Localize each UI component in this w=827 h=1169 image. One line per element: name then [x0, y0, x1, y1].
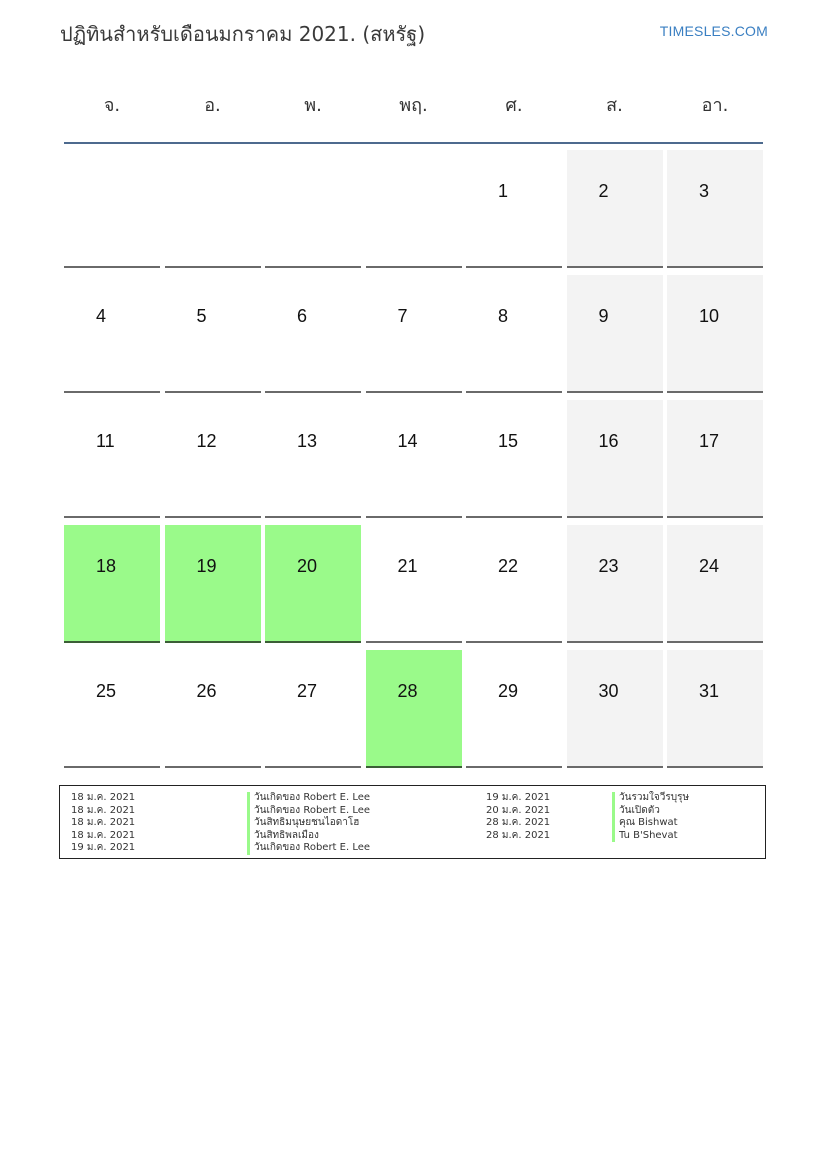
day-number: 21 — [397, 556, 418, 576]
day-cell[interactable] — [366, 650, 462, 768]
legend-event-date: 18 ม.ค. 2021 — [71, 829, 136, 841]
day-number: 9 — [598, 306, 609, 326]
legend-event-date: 19 ม.ค. 2021 — [71, 842, 136, 853]
day-number: 3 — [699, 181, 710, 201]
day-cell[interactable] — [265, 650, 361, 768]
legend-event-date: 18 ม.ค. 2021 — [71, 804, 136, 816]
day-cell[interactable] — [466, 525, 562, 643]
day-number: 2 — [598, 181, 609, 201]
day-number: 14 — [397, 431, 418, 451]
empty-day-cell — [165, 150, 261, 268]
day-number: 24 — [699, 556, 720, 576]
day-cell[interactable] — [667, 150, 763, 268]
day-number: 12 — [196, 431, 217, 451]
legend-event-name: วันรวมใจวีรบุรุษ — [612, 792, 762, 805]
legend-names-right — [612, 792, 762, 842]
day-cell[interactable] — [667, 275, 763, 393]
weekday-label: พ. — [304, 95, 322, 116]
weekday-label: ส. — [606, 95, 623, 116]
day-cell[interactable] — [64, 525, 160, 643]
day-cell[interactable] — [265, 400, 361, 518]
day-number: 30 — [598, 681, 619, 701]
day-cell[interactable] — [567, 400, 663, 518]
header-divider — [64, 142, 763, 144]
weekday-header-row — [64, 90, 763, 120]
day-number: 23 — [598, 556, 619, 576]
holiday-legend — [59, 785, 766, 859]
legend-dates-left — [71, 792, 191, 855]
day-number: 13 — [297, 431, 318, 451]
day-cell[interactable] — [567, 650, 663, 768]
day-number: 27 — [297, 681, 318, 701]
legend-event-date: 19 ม.ค. 2021 — [486, 792, 551, 803]
weekday-label: จ. — [103, 95, 121, 116]
day-cell[interactable] — [64, 650, 160, 768]
day-number: 31 — [699, 681, 720, 701]
legend-event-name: วันเปิดตัว — [612, 805, 762, 818]
day-number: 1 — [498, 181, 509, 201]
day-number: 17 — [699, 431, 720, 451]
legend-event-date: 18 ม.ค. 2021 — [71, 792, 136, 803]
day-cell[interactable] — [265, 525, 361, 643]
legend-event-name: คุณ Bishwat — [612, 817, 762, 830]
day-number: 28 — [397, 681, 418, 701]
day-cell[interactable] — [165, 400, 261, 518]
legend-event-name: วันสิทธิพลเมือง — [247, 830, 447, 843]
day-number: 6 — [297, 306, 308, 326]
weekday-label: อ. — [204, 95, 221, 116]
day-cell[interactable] — [165, 650, 261, 768]
day-number: 10 — [699, 306, 720, 326]
legend-dates-right — [486, 792, 606, 842]
day-cell[interactable] — [366, 275, 462, 393]
day-cell[interactable] — [667, 400, 763, 518]
legend-event-date: 18 ม.ค. 2021 — [71, 817, 136, 828]
empty-day-cell — [64, 150, 160, 268]
day-number: 25 — [96, 681, 117, 701]
day-cell[interactable] — [466, 650, 562, 768]
day-number: 18 — [96, 556, 117, 576]
day-cell[interactable] — [64, 275, 160, 393]
day-number: 29 — [498, 681, 519, 701]
day-cell[interactable] — [667, 525, 763, 643]
page-title: ปฏิทินสำหรับเดือนมกราคม 2021. (สหรัฐ) — [60, 22, 426, 46]
day-cell[interactable] — [366, 400, 462, 518]
day-cell[interactable] — [667, 650, 763, 768]
day-cell[interactable] — [567, 275, 663, 393]
legend-event-name: วันเกิดของ Robert E. Lee — [247, 842, 447, 855]
day-number: 16 — [598, 431, 619, 451]
empty-day-cell — [265, 150, 361, 268]
day-number: 8 — [498, 306, 509, 326]
day-cell[interactable] — [466, 275, 562, 393]
day-number: 5 — [196, 306, 207, 326]
day-number: 4 — [96, 306, 107, 326]
calendar-grid — [64, 150, 763, 770]
day-cell[interactable] — [567, 525, 663, 643]
site-brand-link[interactable]: TIMESLES.COM — [659, 23, 768, 39]
legend-event-name: Tu B'Shevat — [612, 830, 762, 843]
day-cell[interactable] — [165, 525, 261, 643]
legend-event-name: วันเกิดของ Robert E. Lee — [247, 805, 447, 818]
day-number: 22 — [498, 556, 519, 576]
day-number: 15 — [498, 431, 519, 451]
legend-event-date: 28 ม.ค. 2021 — [486, 829, 551, 841]
day-cell[interactable] — [366, 525, 462, 643]
day-number: 11 — [96, 431, 115, 451]
weekday-label: พฤ. — [399, 95, 428, 116]
legend-event-date: 20 ม.ค. 2021 — [486, 804, 551, 816]
legend-event-date: 28 ม.ค. 2021 — [486, 817, 551, 828]
weekday-label: อา. — [701, 95, 729, 116]
day-cell[interactable] — [466, 400, 562, 518]
day-number: 26 — [196, 681, 217, 701]
day-cell[interactable] — [165, 275, 261, 393]
day-number: 19 — [196, 556, 217, 576]
weekday-label: ศ. — [505, 95, 523, 116]
day-cell[interactable] — [64, 400, 160, 518]
day-cell[interactable] — [567, 150, 663, 268]
legend-names-left — [247, 792, 447, 855]
day-number: 7 — [397, 306, 408, 326]
day-number: 20 — [297, 556, 318, 576]
legend-event-name: วันสิทธิมนุษยชนไอดาโฮ — [247, 817, 447, 830]
legend-event-name: วันเกิดของ Robert E. Lee — [247, 792, 447, 805]
day-cell[interactable] — [466, 150, 562, 268]
day-cell[interactable] — [265, 275, 361, 393]
empty-day-cell — [366, 150, 462, 268]
